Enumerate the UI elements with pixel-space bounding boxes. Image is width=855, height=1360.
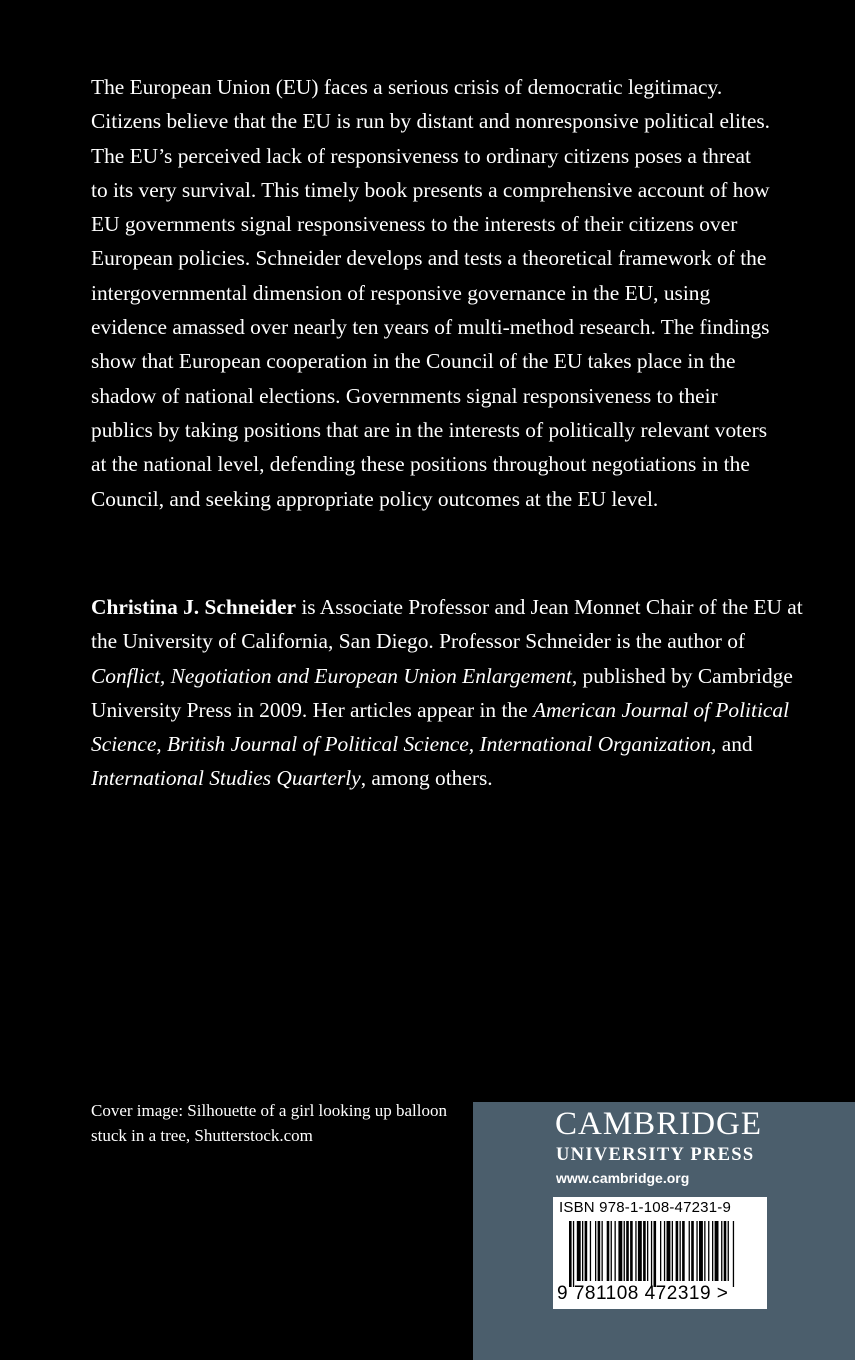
barcode-bar [635, 1221, 636, 1281]
barcode-bar [569, 1221, 572, 1287]
barcode-bar [577, 1221, 581, 1281]
barcode-bar [624, 1221, 625, 1281]
barcode-bar [585, 1221, 588, 1281]
barcode-bar [728, 1221, 729, 1281]
barcode-bar [611, 1221, 612, 1281]
barcode-bar [590, 1221, 591, 1281]
barcode-bar [691, 1221, 694, 1281]
publisher-logo-sub: UNIVERSITY PRESS [556, 1145, 755, 1165]
barcode-bar [672, 1221, 673, 1281]
barcode-bar [582, 1221, 583, 1281]
barcode-bar [680, 1221, 681, 1281]
barcode-bar [643, 1221, 646, 1281]
barcode-bar [733, 1221, 734, 1287]
barcode-bar [682, 1221, 685, 1281]
bio-part-4: , among others. [360, 766, 493, 791]
barcode-bar [595, 1221, 596, 1281]
barcode-bar [654, 1221, 657, 1287]
journal-last: International Studies Quarterly [91, 766, 361, 791]
journal-list: American Journal of Political Science, British Journal of Political Science, International Organization, [91, 697, 790, 757]
book-title: Conflict, Negotiation and European Union Enlargement [91, 663, 572, 688]
isbn-label: ISBN 978-1-108-47231-9 [559, 1199, 732, 1216]
barcode-bar [724, 1221, 727, 1281]
author-bio [91, 590, 811, 796]
barcode-bar [704, 1221, 705, 1281]
barcode-bar [573, 1221, 574, 1287]
bio-part-3: and [716, 732, 753, 757]
publisher-logo-name: CAMBRIDGE [555, 1106, 763, 1142]
back-cover-blurb: The European Union (EU) faces a serious crisis of democratic legitimacy. Citizens believe that the EU is run by distant and nonresponsive political elites. The EU’s perceived lack of responsiveness to ordinary citizens poses a threat to its very survival. This timely book presents a comprehensive account of how EU governments signal responsiveness to the interests of their citizens over European policies. Schneider develops and tests a theoretical framework of the intergovernmental dimension of responsive governance in the EU, using evidence amassed over nearly ten years of multi-method research. The findings show that European cooperation in the Council of the EU takes place in the shadow of national elections. Governments signal responsiveness to their publics by taking positions that are in the interests of politically relevant voters at the national level, defending these positions throughout negotiations in the Council, and seeking appropriate policy outcomes at the EU level. [91, 75, 771, 511]
barcode-bar [651, 1221, 652, 1287]
bio-part-1: is Associate Professor and Jean Monnet Chair of the EU at the University of California, San Diego. Professor Schneider is the author of [91, 595, 803, 654]
barcode-bar [630, 1221, 633, 1281]
barcode-bar [696, 1221, 697, 1281]
publisher-url: www.cambridge.org [556, 1170, 690, 1186]
bio-part-2: , published by Cambridge University Press in 2009. Her articles appear in the [91, 663, 793, 722]
cover-image-credit: Cover image: Silhouette of a girl looking up balloon stuck in a tree, Shutterstock.com [91, 1101, 447, 1145]
barcode-bar [647, 1221, 648, 1281]
barcode-bar [667, 1221, 671, 1281]
barcode-bar [615, 1221, 616, 1281]
barcode-bar [598, 1221, 601, 1281]
barcode-bar [715, 1221, 719, 1281]
publisher-box [473, 1102, 855, 1360]
barcode-bar [699, 1221, 703, 1281]
barcode-bar [660, 1221, 661, 1281]
barcode-digits: 9 781108 472319 > [557, 1283, 729, 1304]
barcode-bar [708, 1221, 709, 1281]
barcode-bar [618, 1221, 622, 1281]
barcode-bar [721, 1221, 722, 1281]
barcode-bar [664, 1221, 665, 1281]
barcode [553, 1197, 767, 1309]
barcode-bar [676, 1221, 679, 1281]
author-name: Christina J. Schneider [91, 595, 297, 619]
barcode-bar [626, 1221, 629, 1281]
barcode-bar [602, 1221, 603, 1281]
barcode-bar [638, 1221, 642, 1281]
barcode-bar [712, 1221, 713, 1281]
barcode-bar [607, 1221, 610, 1281]
barcode-bar [689, 1221, 690, 1281]
